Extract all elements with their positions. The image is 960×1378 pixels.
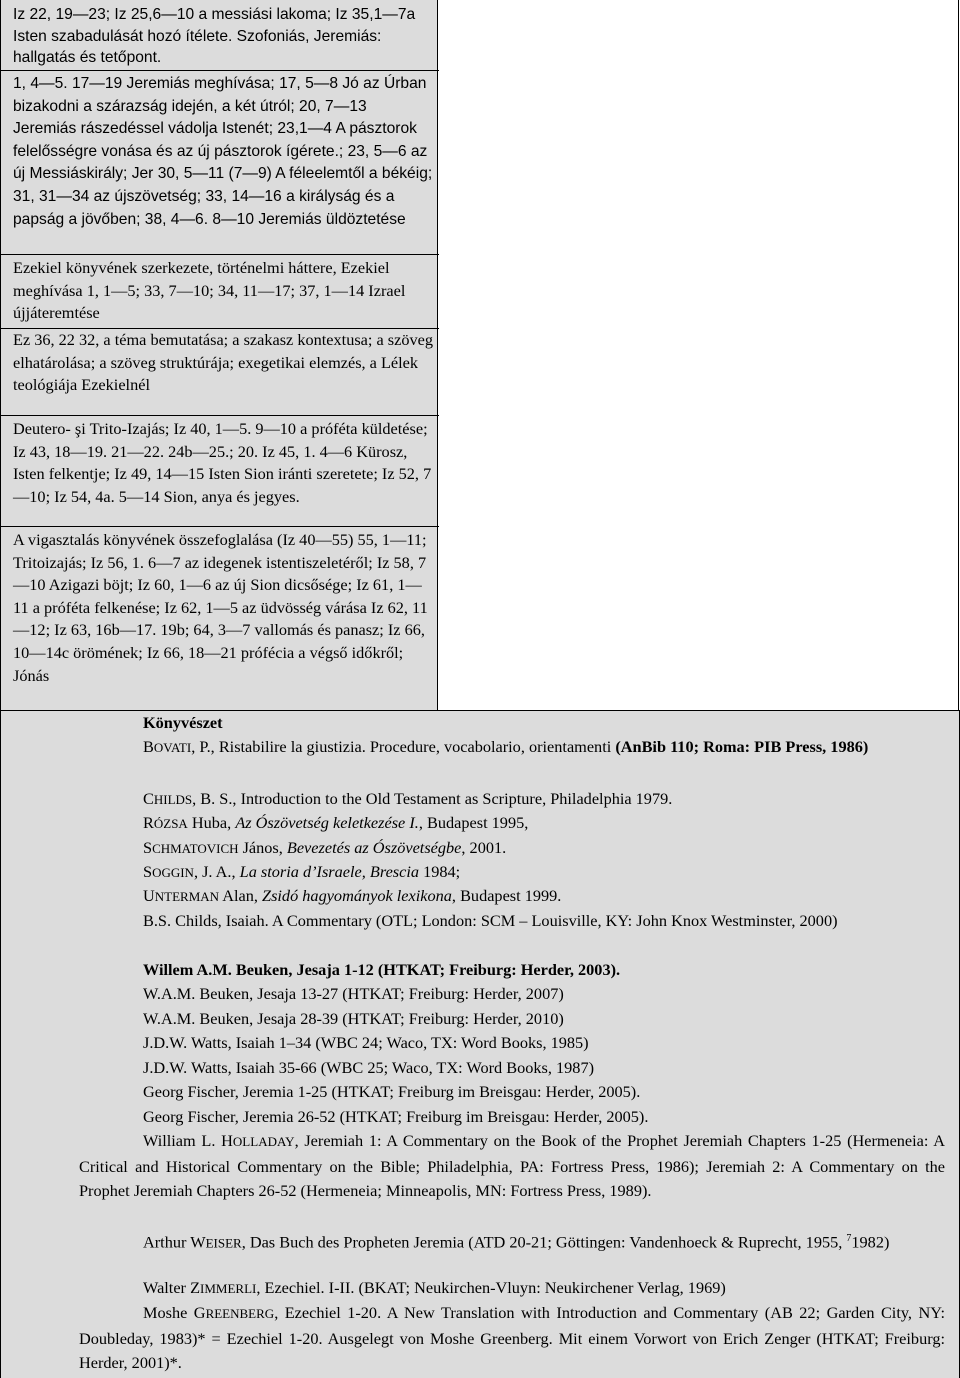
bib-entry-fischer-1: Georg Fischer, Jeremia 1-25 (HTKAT; Freiburg im Breisgau: Herder, 2005). [143,1082,641,1101]
author-tail: , P. [191,737,211,756]
author-name: OVATI [153,740,192,755]
author-initial: U [143,886,155,905]
author-initial: Z [190,1278,201,1297]
bib-entry-weiser [79,1227,945,1256]
author-given: Huba, [187,813,236,832]
author-name: REENBERG [205,1306,275,1321]
bib-entry-watts-1: J.D.W. Watts, Isaiah 1–34 (WBC 24; Waco, TX: Word Books, 1985) [143,1033,589,1052]
author-given: Walter [143,1278,191,1297]
author-name: HILDS [153,792,193,807]
author-name: EISER [205,1235,242,1251]
bib-entry-beuken-1: Willem A.M. Beuken, Jesaja 1-12 (HTKAT; Freiburg: Herder, 2003). [143,960,621,979]
author-initial: B [143,737,154,756]
author-name: IMMERLI [200,1281,257,1296]
author-name: ÓZSA [153,816,188,831]
entry-tail: 1982) [851,1232,890,1252]
entry-text: , B. S., Introduction to the Old Testament as Scripture, Philadelphia 1979. [192,789,673,808]
bib-entry-unterman [143,884,945,910]
entry-tail: , Budapest 1995, [418,813,529,832]
entry-text: , Ezechiel. I-II. (BKAT; Neukirchen-Vluyn: Neukirchener Verlag, 1969) [256,1278,726,1297]
bib-entry-rozsa [143,811,945,837]
entry-text: , Das Buch des Propheten Jeremia (ATD 20-21; Göttingen: Vandenhoeck & Ruprecht, 1955, [241,1232,847,1252]
bib-entry-bovati [79,735,945,761]
bib-entry-fischer-2: Georg Fischer, Jeremia 26-52 (HTKAT; Freiburg im Breisgau: Herder, 2005). [143,1107,649,1126]
table-row: Ezekiel könyvének szerkezete, történelmi háttere, Ezekiel meghívása 1, 1—5; 33, 7—10; 34, 11—17; 37, 1—14 Izrael újjáteremtése [1,254,439,328]
author-initial: W [190,1232,206,1252]
bib-entry-beuken-2: W.A.M. Beuken, Jesaja 13-27 (HTKAT; Freiburg: Herder, 2007) [143,984,564,1003]
author-given: Alan, [219,886,263,905]
entry-title: Bevezetés az Ószövetségbe [286,838,462,857]
entry-tail: , Budapest 1999. [451,886,562,905]
bib-entry-childs [143,787,945,813]
entry-tail: , 2001. [461,838,507,857]
bib-entry-watts-2: J.D.W. Watts, Isaiah 35-66 (WBC 25; Waco, TX: Word Books, 1987) [143,1058,595,1077]
author-given: Moshe [143,1303,194,1322]
table-row: Ez 36, 22 32, a téma bemutatása; a szakasz kontextusa; a szöveg elhatárolása; a szöveg struktúrája; exegetikai elemzés, a Lélek teológiája Ezekielnél [1,328,439,415]
author-initial: H [221,1131,233,1150]
entry-title: Az Ószövetség keletkezése I. [235,813,419,832]
author-initial: G [193,1303,206,1322]
bib-entry-soggin [143,860,945,886]
author-given: , J. A., [193,862,240,881]
edition-superscript: 7 [846,1233,852,1244]
table-row: 1, 4—5. 17—19 Jeremiás meghívása; 17, 5—8 Jó az Úrban bizakodni a szárazság idején, a két útról; 20, 7—13 Jeremiás rászedéssel vádolja Istenét; 23,1—4 A pásztorok felelősségre vonása és az új pásztorok ígérete.; 23, 5—6 az új Messiáskirály; Jer 30, 5—11 (7—9) A féleelemtől a békéig; 31, 31—34 az újszövetség; 33, 14—16 a királyság és a papság a jövőben; 38, 4—6. 8—10 Jeremiás üldöztetése [1,70,439,254]
entry-text: , Jeremiah 1: A Commentary on the Book of the Prophet Jeremiah Chapters 1-25 (Hermeneia: A Critical and Historical Commentary on the Bible; Philadelphia, PA: Fortress Press, 1986); Jeremiah 2: A Commentary on the Prophet Jeremiah Chapters 26-52 (Hermeneia; Minneapolis, MN: Fortress Press, 1989). [79,1131,946,1200]
entry-text: , Ristabilire la giustizia. Procedure, vocabolario, orientamenti [210,737,616,756]
author-given: Arthur [143,1232,191,1252]
author-given: János, [238,838,287,857]
author-name: OLLADAY [232,1134,295,1149]
entry-title: La storia d’Israele, Brescia [239,862,420,881]
bib-entry-holladay [79,1129,945,1204]
entry-series: (AnBib 110; Roma: PIB Press, 1986) [615,737,869,756]
table-row: Iz 22, 19—23; Iz 25,6—10 a messiási lakoma; Iz 35,1—7a Isten szabadulását hozó ítélete. Szofoniás, Jeremiás: hallgatás és tetőpont. [13,6,416,66]
bib-entry-beuken-3: W.A.M. Beuken, Jesaja 28-39 (HTKAT; Freiburg: Herder, 2010) [143,1009,564,1028]
author-name: OGGIN [152,865,194,880]
bibliography-section [0,710,960,1378]
author-initial: S [143,862,153,881]
author-initial: R [143,813,154,832]
entry-text: , Ezechiel 1-20. A New Translation with Introduction and Commentary (AB 22; Garden City, NY: Doubleday, 1983)* = Ezechiel 1-20. Ausgelegt von Moshe Greenberg. Mit einem Vorwort von Erich Zenger (HTKAT; Freiburg: Herder, 2001)*. [79,1303,946,1372]
author-initial: S [143,838,153,857]
author-initial: C [143,789,154,808]
author-name: CHMATOVICH [152,841,239,856]
bib-entry-zimmerli [143,1276,945,1302]
bib-entry-childs-isaiah: B.S. Childs, Isaiah. A Commentary (OTL; London: SCM – Louisville, KY: John Knox Westminster, 2000) [143,911,838,930]
bib-entry-schmatovich [143,836,945,862]
bib-entry-greenberg [79,1301,945,1376]
topics-column [0,0,438,710]
entry-title: Zsidó hagyományok lexikona [262,886,452,905]
author-name: NTERMAN [154,889,220,904]
entry-tail: 1984; [419,862,461,881]
author-given: William L. [143,1131,222,1150]
table-row: A vigasztalás könyvének összefoglalása (Iz 40—55) 55, 1—11; Tritoizajás; Iz 56, 1. 6—7 az idegenek istentiszeletéről; Iz 58, 7—10 Azigazi böjt; Iz 60, 1—6 az új Sion dicsősége; Iz 61, 1—11 a próféta felkenése; Iz 62, 1—5 az üdvösség várása Iz 62, 11—12; Iz 63, 16b—17. 19b; 64, 3—7 vallomás és panasz; Iz 66, 10—14c örömének; Iz 66, 18—21 prófécia a végső időkről; Jónás [1,526,439,710]
bibliography-heading: Könyvészet [143,713,223,732]
empty-column [438,0,959,710]
table-row: Deutero- şi Trito-Izajás; Iz 40, 1—5. 9—10 a próféta küldetése; Iz 43, 18—19. 21—22. 24b—25.; 20. Iz 45, 1. 4—6 Kürosz, Isten felkentje; Iz 49, 14—15 Isten Sion iránti szeretete; Iz 52, 7—10; Iz 54, 4a. 5—14 Sion, anya és jegyes. [1,415,439,526]
